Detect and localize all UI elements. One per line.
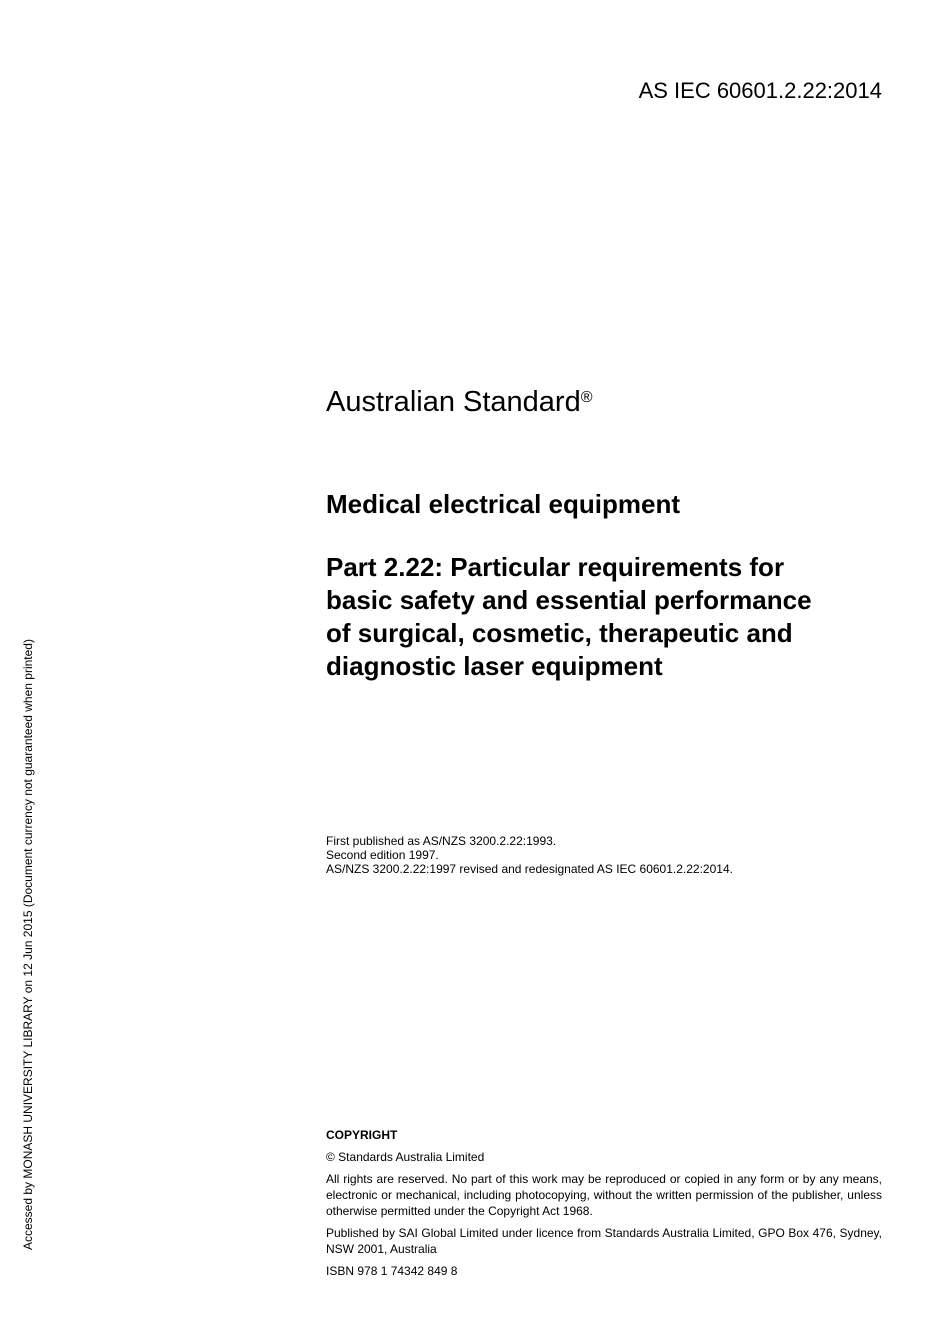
registered-mark: ® <box>580 389 593 406</box>
history-line: First published as AS/NZS 3200.2.22:1993. <box>326 834 557 848</box>
copyright-heading: COPYRIGHT <box>326 1128 398 1142</box>
publisher-statement: Published by SAI Global Limited under licence from Standards Australia Limited, GPO Box 476, Sydney, NSW 2001, Australia <box>326 1226 882 1256</box>
brand-line <box>326 384 882 420</box>
subtitle-line: Part 2.22: Particular requirements for <box>326 552 785 582</box>
document-subtitle <box>326 551 882 683</box>
subtitle-line: of surgical, cosmetic, therapeutic and <box>326 618 793 648</box>
subtitle-line: diagnostic laser equipment <box>326 651 663 681</box>
document-title: Medical electrical equipment <box>326 489 681 519</box>
brand-name: Australian Standard <box>326 386 581 418</box>
rights-statement: All rights are reserved. No part of this work may be reproduced or copied in any form or by any means, electronic or mechanical, including photocopying, without the written permission of the publisher, unless otherwise permitted under the Copyright Act 1968. <box>326 1172 882 1218</box>
history-line: AS/NZS 3200.2.22:1997 revised and redesignated AS IEC 60601.2.22:2014. <box>326 862 733 876</box>
publication-history <box>326 834 882 876</box>
copyright-owner: © Standards Australia Limited <box>326 1150 485 1164</box>
history-line: Second edition 1997. <box>326 848 439 862</box>
document-number: AS IEC 60601.2.22:2014 <box>638 78 882 103</box>
subtitle-line: basic safety and essential performance <box>326 585 812 615</box>
access-watermark: Accessed by MONASH UNIVERSITY LIBRARY on 12 Jun 2015 (Document currency not guaranteed when printed) <box>21 639 35 1250</box>
isbn: ISBN 978 1 74342 849 8 <box>326 1264 458 1278</box>
copyright-block <box>326 1127 882 1279</box>
